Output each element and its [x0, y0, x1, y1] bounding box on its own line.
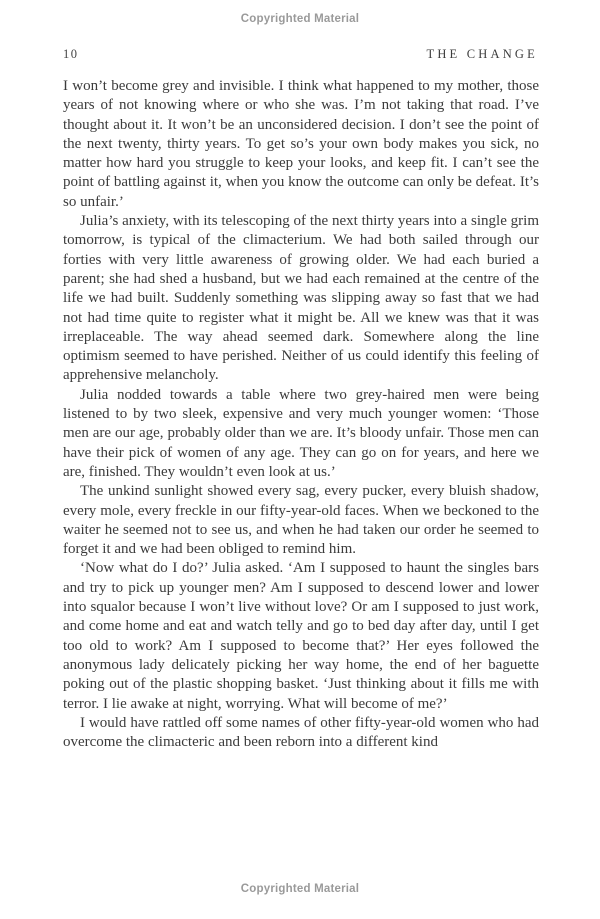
- copyright-notice-bottom: Copyrighted Material: [240, 883, 360, 895]
- paragraph-4: The unkind sunlight showed every sag, every pucker, every bluish shadow, every mole, every freckle in our fifty-year-old faces. When we beckoned to the waiter he seemed not to see us, and when he had taken our order he seemed to forget it and we had been obliged to remind him.: [63, 483, 539, 558]
- page-number: 10: [63, 47, 79, 61]
- copyright-notice-top: Copyrighted Material: [240, 13, 360, 25]
- paragraph-5: ‘Now what do I do?’ Julia asked. ‘Am I supposed to haunt the singles bars and try to pick up younger men? Am I supposed to descend lower and lower into squalor because I won’t live without love? Or am I supposed to just work, and come home and eat and watch telly and go to bed day after day, until I get too old to work? Am I supposed to become that?’ Her eyes followed the anonymous lady delicately picking her way home, the end of her baguette poking out of the plastic shopping basket. ‘Just thinking about it fills me with terror. I lie awake at night, worrying. What will become of me?’: [63, 560, 539, 712]
- paragraph-2: Julia’s anxiety, with its telescoping of the next thirty years into a single grim tomorrow, is typical of the climacterium. We had both sailed through our forties with very little awareness of growing older. We had each buried a parent; she had shed a husband, but we had each remained at the centre of the life we had built. Suddenly something was slipping away so fast that we had not had time quite to register what it might be. All we knew was that it was irreplaceable. The way ahead seemed dark. Somewhere along the line optimism seemed to have perished. Neither of us could identify this feeling of apprehensive melancholy.: [63, 213, 539, 384]
- paragraph-1: I won’t become grey and invisible. I think what happened to my mother, those years of not knowing where or who she was. I’m not taking that road. I’ve thought about it. It won’t be an unconsidered decision. I don’t see the point of the next twenty, thirty years. To get so’s your own body makes you sick, no matter how hard you struggle to keep your looks, and keep fit. I can’t see the point of battling against it, when you know the outcome can only be defeat. It’s so unfair.’: [63, 78, 539, 210]
- running-head: THE CHANGE: [426, 47, 538, 61]
- paragraph-3: Julia nodded towards a table where two grey-haired men were being listened to by two sleek, expensive and very much younger women: ‘Those men are our age, probably older than we are. It’s bloody unfair. Those men can have their pick of women of any age. They can go on for years, and here we are, finished. They wouldn’t even look at us.’: [63, 386, 539, 480]
- page-body: [63, 77, 539, 752]
- paragraph-6: I would have rattled off some names of other fifty-year-old women who had overcome the climacteric and been reborn into a different kind: [63, 714, 539, 751]
- page-header: [63, 47, 538, 62]
